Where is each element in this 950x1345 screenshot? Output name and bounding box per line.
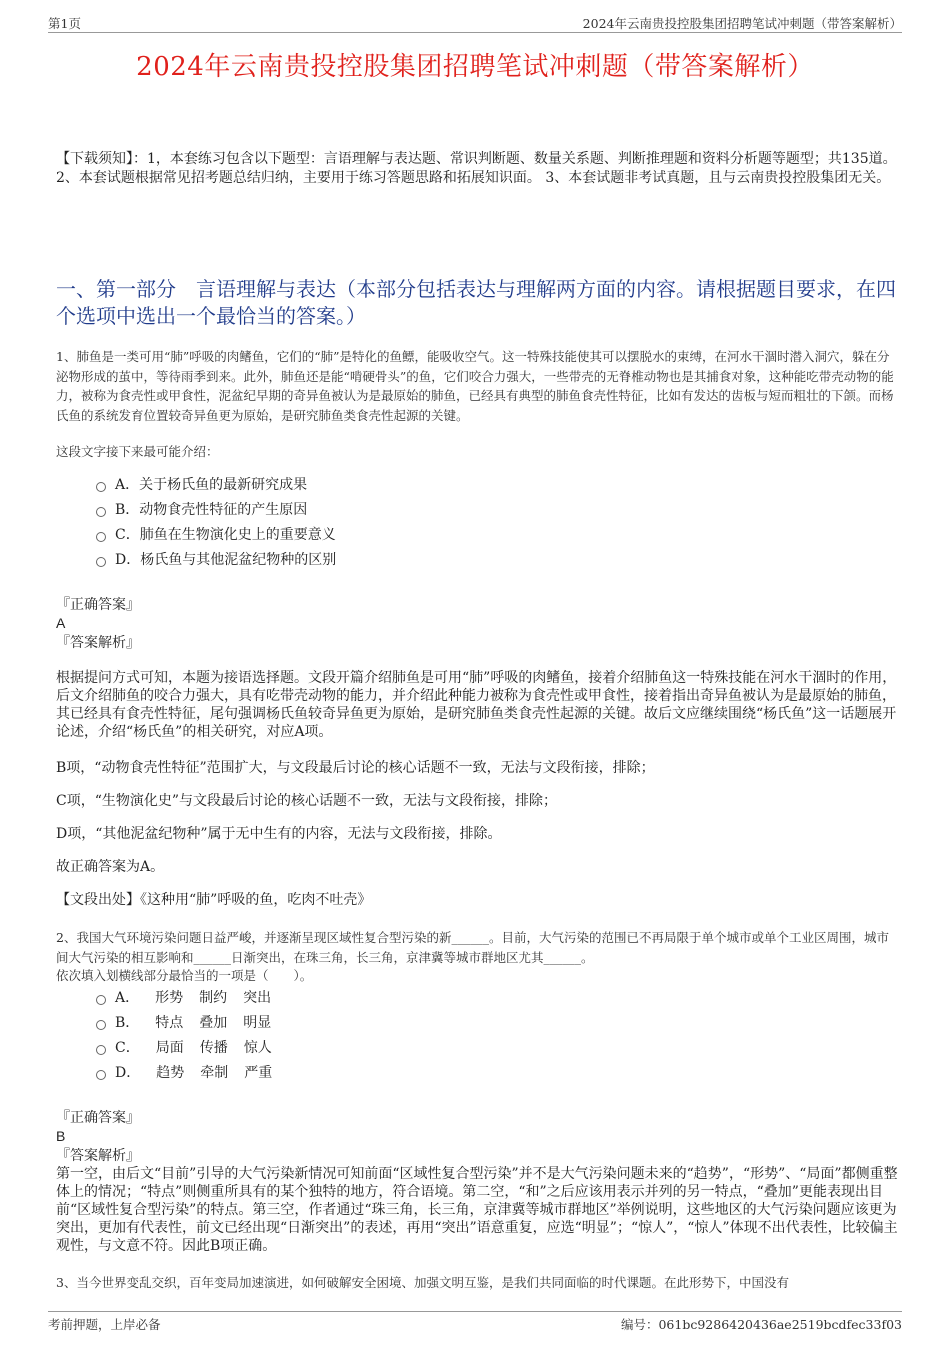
- analysis-option-c: C项，“生物演化史”与文段最后讨论的核心话题不一致，无法与文段衔接，排除；: [56, 793, 558, 809]
- header-doc-title: 2024年云南贵投控股集团招聘笔试冲刺题（带答案解析）: [582, 16, 902, 31]
- answer-label: 『正确答案』: [56, 597, 140, 613]
- question-2-stem: 2、我国大气环境污染问题日益严峻，并逐渐呈现区域性复合型污染的新______。目前，大气污染的范围已不再局限于单个城市或单个工业区周围，城市间大气污染的相互影响和______日渐突出，在珠三角，长三角，京津冀等城市群地区尤其______。: [56, 930, 889, 965]
- analysis-paragraph: 第一空，由后文“目前”引导的大气污染新情况可知前面“区域性复合型污染”并不是大气污染问题未来的“趋势”，“形势”、“局面”都侧重整体上的情况；“特点”则侧重所具有的某个独特的地方，符合语境。第二空，“和”之后应该用表示并列的另一特点，“叠加”更能表现出目前“区域性复合型污染”的特点。第三空，作者通过“珠三角，长三角，京津冀等城市群地区”举例说明，这些地区的大气污染问题应该更为突出，更加有代表性，前文已经出现“日渐突出”的表述，再用“突出”语意重复，应选“明显”；“惊人”，“惊人”体现不出代表性，比较偏主观性，与文意不符。因此B项正确。: [56, 1166, 898, 1254]
- analysis-option-b: B项，“动物食壳性特征”范围扩大，与文段最后讨论的核心话题不一致，无法与文段衔接，排除；: [56, 760, 655, 776]
- option-b[interactable]: B．动物食壳性特征的产生原因: [96, 498, 336, 523]
- analysis-label: 『答案解析』: [56, 1148, 140, 1164]
- option-a[interactable]: A． 形势 制约 突出: [96, 986, 272, 1011]
- question-3-stem: 3、当今世界变乱交织，百年变局加速演进，如何破解安全困境、加强文明互鉴，是我们共同面临的时代课题。在此形势下，中国没有: [56, 1275, 789, 1290]
- radio-icon[interactable]: [96, 995, 106, 1005]
- option-c[interactable]: C． 局面 传播 惊人: [96, 1036, 272, 1061]
- analysis-label: 『答案解析』: [56, 635, 140, 651]
- text-source: 【文段出处】《这种用“肺”呼吸的鱼，吃肉不吐壳》: [56, 892, 372, 908]
- analysis-paragraph: 根据提问方式可知，本题为接语选择题。文段开篇介绍肺鱼是可用“肺”呼吸的肉鳍鱼，接着介绍肺鱼这一特殊技能在河水干涸时的作用，后文介绍肺鱼的咬合力强大，具有吃带壳动物的能力，并介绍此种能力被称为食壳性或甲食性，接着指出奇异鱼被认为是最原始的肺鱼，其已经具有食壳性特征，尾句强调杨氏鱼较奇异鱼更为原始，是研究肺鱼类食壳性起源的关键。故后文应继续围绕“杨氏鱼”这一话题展开论述，介绍“杨氏鱼”的相关研究，对应A项。: [56, 670, 897, 740]
- radio-icon[interactable]: [96, 1045, 106, 1055]
- section-heading: 一、第一部分 言语理解与表达（本部分包括表达与理解两方面的内容。请根据题目要求，在四个选项中选出一个最恰当的答案。）: [56, 277, 896, 328]
- analysis-conclusion: 故正确答案为A。: [56, 859, 165, 875]
- answer-label: 『正确答案』: [56, 1110, 140, 1126]
- question-1-stem: 1、肺鱼是一类可用“肺”呼吸的肉鳍鱼，它们的“肺”是特化的鱼鳔，能吸收空气。这一特殊技能使其可以摆脱水的束缚，在河水干涸时潜入洞穴，躲在分泌物形成的茧中，等待雨季到来。此外，肺鱼还是能“啃硬骨头”的鱼，它们咬合力强大，一些带壳的无脊椎动物也是其捕食对象，这种能吃带壳动物的能力，被称为食壳性或甲食性，泥盆纪早期的奇异鱼被认为是最原始的肺鱼，已经具有典型的肺鱼食壳性特征，比如有发达的齿板与短而粗壮的下颌。而杨氏鱼的系统发育位置较奇异鱼更为原始，是研究肺鱼类食壳性起源的关键。: [56, 349, 894, 423]
- question-1-options: [96, 473, 336, 573]
- footer-slogan: 考前押题，上岸必备: [48, 1317, 161, 1332]
- radio-icon[interactable]: [96, 482, 106, 492]
- radio-icon[interactable]: [96, 557, 106, 567]
- question-2-options: [96, 986, 272, 1086]
- answer-value: B: [56, 1128, 66, 1144]
- option-a[interactable]: A．关于杨氏鱼的最新研究成果: [96, 473, 336, 498]
- option-d[interactable]: D． 趋势 牵制 严重: [96, 1061, 272, 1086]
- page-footer: [48, 1311, 902, 1334]
- answer-value: A: [56, 615, 66, 631]
- download-notice: 【下载须知】：1，本套练习包含以下题型：言语理解与表达题、常识判断题、数量关系题、判断推理题和资料分析题等题型；共135道。 2、本套试题根据常见招考题总结归纳，主要用于练习答题思路和拓展知识面。 3、本套试题非考试真题，且与云南贵投控股集团无关。: [56, 151, 897, 186]
- option-c[interactable]: C．肺鱼在生物演化史上的重要意义: [96, 523, 336, 548]
- radio-icon[interactable]: [96, 507, 106, 517]
- radio-icon[interactable]: [96, 1020, 106, 1030]
- option-b[interactable]: B． 特点 叠加 明显: [96, 1011, 272, 1036]
- page-number: 第1页: [48, 16, 81, 31]
- radio-icon[interactable]: [96, 1070, 106, 1080]
- radio-icon[interactable]: [96, 532, 106, 542]
- option-d[interactable]: D．杨氏鱼与其他泥盆纪物种的区别: [96, 548, 336, 573]
- question-1-prompt: 这段文字接下来最可能介绍：: [56, 444, 219, 459]
- analysis-option-d: D项，“其他泥盆纪物种”属于无中生有的内容，无法与文段衔接，排除。: [56, 826, 502, 842]
- page-header: [48, 14, 902, 33]
- footer-serial: 编号：061bc9286420436ae2519bcdfec33f03: [620, 1317, 902, 1332]
- question-2-prompt: 依次填入划横线部分最恰当的一项是（ ）。: [56, 968, 313, 983]
- page-title: 2024年云南贵投控股集团招聘笔试冲刺题（带答案解析）: [136, 52, 814, 82]
